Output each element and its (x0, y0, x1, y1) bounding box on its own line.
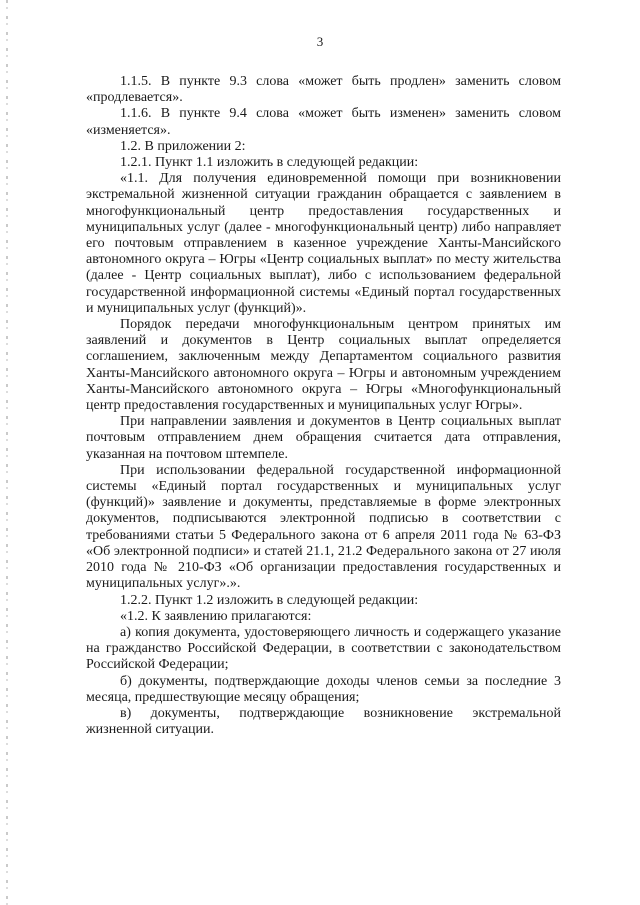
paragraph-clause-1-1: «1.1. Для получения единовременной помощи при возникновении экстремальной жизненной ситуации гражданин обращается с заявлением в многофункциональный центр предоставления государственных и муниципальных услуг (далее - многофункциональный центр) либо направляет его почтовым отправлением в казенное учреждение Ханты-Мансийского автономного округа – Югры «Центр социальных выплат» по месту жительства (далее - Центр социальных выплат), либо с использованием федеральной государственной информационной системы «Единый портал государственных и муниципальных услуг (функций)». (86, 171, 561, 316)
paragraph-1-1-5: 1.1.5. В пункте 9.3 слова «может быть продлен» заменить словом «продлевается». (86, 74, 561, 106)
list-item-v: в) документы, подтверждающие возникновение экстремальной жизненной ситуации. (86, 705, 561, 738)
list-item-b: б) документы, подтверждающие доходы членов семьи за последние 3 месяца, предшествующие месяцу обращения; (86, 673, 561, 705)
scan-edge-artifact (6, 0, 8, 905)
page-number: 3 (316, 34, 324, 49)
paragraph-1-2-1: 1.2.1. Пункт 1.1 изложить в следующей редакции: (120, 155, 419, 171)
paragraph-postal-submission: При направлении заявления и документов в Центр социальных выплат почтовым отправлением днем обращения считается дата отправления, указанная на почтовом штемпеле. (86, 414, 561, 462)
paragraph-transfer-procedure: Порядок передачи многофункциональным центром принятых им заявлений и документов в Центр социальных выплат определяется соглашением, заключенным между Департаментом социального развития Ханты-Мансийского автономного округа – Югры и автономным учреждением Ханты-Мансийского автономного округа – Югры «Многофункциональный центр предоставления государственных и муниципальных услуг Югры». (86, 317, 561, 414)
paragraph-1-1-6: 1.1.6. В пункте 9.4 слова «может быть изменен» заменить словом «изменяется». (86, 106, 561, 138)
paragraph-1-2: 1.2. В приложении 2: (120, 138, 246, 154)
paragraph-1-2-2: 1.2.2. Пункт 1.2 изложить в следующей редакции: (120, 592, 419, 608)
paragraph-electronic-submission: При использовании федеральной государственной информационной системы «Единый портал государственных и муниципальных услуг (функций)» заявление и документы, представляемые в форме электронных документов, подписываются электронной подписью в соответствии с требованиями статьи 5 Федерального закона от 6 апреля 2011 года № 63-ФЗ «Об электронной подписи» и статей 21.1, 21.2 Федерального закона от 27 июля 2010 года № 210-ФЗ «Об организации предоставления государственных и муниципальных услуг».». (86, 462, 561, 592)
list-item-a: а) копия документа, удостоверяющего личность и содержащего указание на гражданство Российской Федерации, в соответствии с законодательством Российской Федерации; (86, 624, 561, 673)
document-body (86, 74, 561, 738)
paragraph-clause-1-2: «1.2. К заявлению прилагаются: (120, 608, 312, 624)
